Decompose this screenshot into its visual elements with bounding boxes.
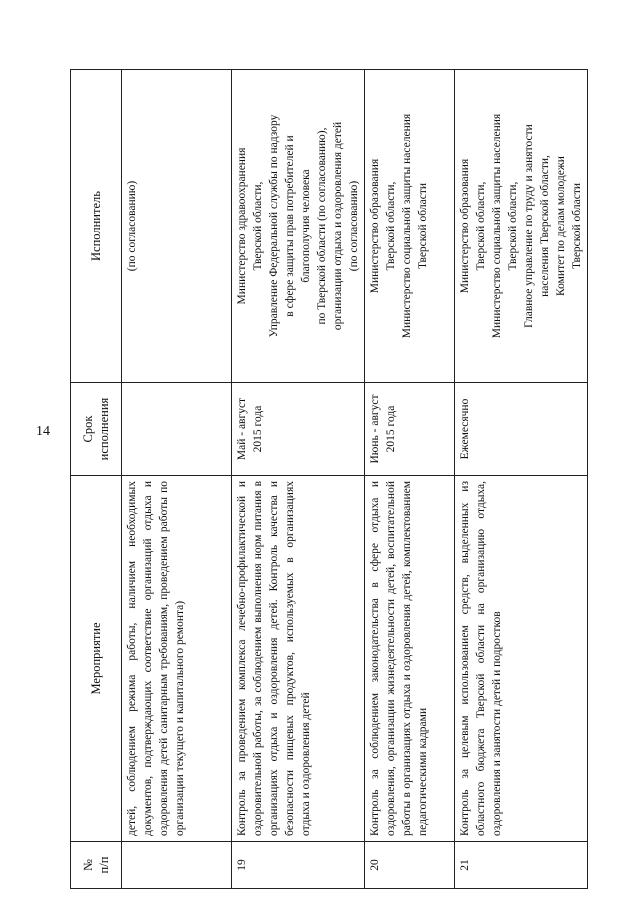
executor-line: Тверской области [417,183,429,269]
row-term: Ежемесячно [455,383,588,476]
table-row [232,70,365,889]
executor-line: Министерство образования [369,158,381,294]
executor-line: Тверской области [571,183,583,269]
header-executor-label: Исполнитель [89,191,103,261]
executor-line: (по согласованию) [348,180,360,272]
executor-line: Тверской области, [475,181,487,271]
page-number: 14 [36,424,50,439]
row-executor [122,70,232,383]
executor-line: Комитет по делам молодежи [555,156,567,296]
row-term: Июнь - август 2015 года [365,383,455,476]
header-executor [71,70,122,383]
executor-line: населения Тверской области, [539,155,551,297]
executor-line: Министерство социальной защиты населения [491,113,503,339]
row-activity: Контроль за соблюдением законодательства в сфере отдыха и оздоровления, организации жизнедеятельности детей, воспитательной работы в организациях отдыха и оздоровления детей, комплектованием педагогическими кадрами [365,476,455,842]
executor-line: (по согласованию) [126,180,138,272]
row-num: 21 [455,842,588,889]
header-num-label: № п/п [81,856,111,874]
executor-line: Тверской области, [507,181,519,271]
table-row [455,70,588,889]
executor-line: по Тверской области (по согласованию), [316,127,328,325]
executor-line: Министерство социальной защиты населения [401,113,413,339]
header-term-label: Срок исполнения [81,397,111,461]
row-executor [365,70,455,383]
executor-line: организации отдыха и оздоровления детей [332,121,344,331]
executor-line: Главное управление по труду и занятости [523,124,535,328]
executor-line: благополучия человека [300,169,312,283]
row-activity: Контроль за проведением комплекса лечебно-профилактической и оздоровительной работы, за соблюдением выполнения норм питания в организациях отдыха и оздоровления детей. Контроль качества и безопасности пищевых продуктов, используемых в организациях отдыха и оздоровления детей [232,476,365,842]
row-activity: Контроль за целевым использованием средств, выделенных из областного бюджета Тверской области на организацию отдыха, оздоровления и занятости детей и подростков [455,476,588,842]
table-row [122,70,232,889]
header-num [71,842,122,889]
rotated-table-container [70,69,582,889]
executor-line: Тверской области, [252,181,264,271]
row-term [122,383,232,476]
row-executor [455,70,588,383]
table-row [365,70,455,889]
executor-line: Тверской области, [385,181,397,271]
activities-table [70,69,588,889]
row-num: 19 [232,842,365,889]
executor-line: Министерство здравоохранения [236,147,248,305]
row-num: 20 [365,842,455,889]
row-activity: детей, соблюдением режима работы, наличием необходимых документов, подтверждающих соответствие организаций отдыха и оздоровления детей санитарным требованиям, проведением работы по организации текущего и капитального ремонта) [122,476,232,842]
header-activity [71,476,122,842]
executor-line: Министерство образования [459,158,471,294]
header-term [71,383,122,476]
table-header-row [71,70,122,889]
header-activity-label: Мероприятие [89,622,103,695]
row-executor [232,70,365,383]
row-term: Май - август 2015 года [232,383,365,476]
executor-line: в сфере защиты прав потребителей и [284,135,296,317]
executor-line: Управление Федеральной службы по надзору [268,114,280,338]
row-num [122,842,232,889]
